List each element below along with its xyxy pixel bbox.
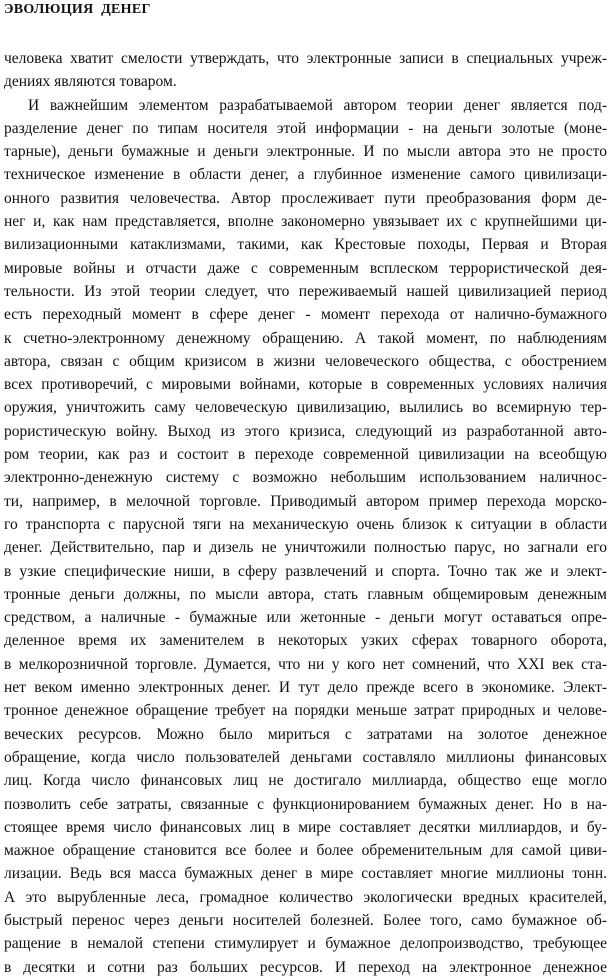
text-line: обращение, когда число пользователей деньгами составляло миллионы финансовых [4, 748, 607, 766]
text-line: автора, связан с общим кризисом в жизни человеческого общества, с обострением [4, 352, 607, 370]
text-line: тельности. Из этой теории следует, что переживаемый нашей цивилизацией период [4, 282, 607, 300]
text-line: И важнейшим элементом разрабатываемой автором теории денег является под- [28, 96, 607, 114]
text-line: рористическую войну. Выход из этого кризиса, следующий из разработанной авто- [4, 422, 607, 440]
text-line: быстрый перенос через деньги носителей болезней. Более того, само бумажное об- [4, 911, 607, 929]
text-line: человека хватит смелости утверждать, что электронные записи в специальных учреж- [4, 50, 607, 67]
running-head: ЭВОЛЮЦИЯ ДЕНЕГ [4, 2, 151, 17]
text-line: всех противоречий, с мировыми войнами, которые в современных условиях наличия [4, 376, 607, 394]
text-line: в мелкорозничной торговле. Думается, что ни у кого нет сомнений, что XXI век ста- [4, 655, 607, 673]
text-line: ращение в немалой степени стимулирует и бумажное делопроизводство, требующее [4, 935, 607, 953]
text-line: онного развития человечества. Автор прослеживает пути преобразования форм де- [4, 189, 607, 207]
text-line: лизации. Ведь вся масса бумажных денег в мире составляет многие миллионы тонн. [4, 865, 607, 883]
text-line: нег и, как нам представляется, вполне закономерно увязывает их с крупнейшими ци- [4, 213, 607, 231]
text-line: тронные деньги должны, по мысли автора, стать главным общемировым денежным [4, 585, 607, 603]
text-line: нет веком именно электронных денег. И тут дело прежде всего в экономике. Элект- [4, 679, 607, 697]
text-line: разделение денег по типам носителя этой информации - на деньги золотые (моне- [4, 119, 607, 137]
text-line: мажное обращение становится все более и более обременительным для самой циви- [4, 842, 607, 860]
text-line: к счетно-электронному денежному обращению. А такой момент, по наблюдениям [4, 329, 607, 347]
text-line: стоящее время число финансовых лиц в мире составляет десятки миллиардов, и бу- [4, 818, 607, 836]
text-line: техническое изменение в области денег, а глубинное изменение самого цивилизаци- [4, 166, 607, 184]
text-line: дениях являются товаром. [4, 73, 177, 91]
text-line: в десятки и сотни раз больших ресурсов. И переход на электронное денежное [4, 958, 607, 976]
text-line: денег. Действительно, пар и дизель не уничтожили полностью парус, но загнали его [4, 539, 607, 557]
text-line: электронно-денежную систему с возможно небольшим использованием наличнос- [4, 469, 607, 487]
text-line: тарные), деньги бумажные и деньги электронные. И по мысли автора это не просто [4, 143, 607, 161]
text-line: веческих ресурсов. Можно было мириться с затратами на золотое денежное [4, 725, 607, 743]
text-line: ром теории, как раз и состоит в переходе современной цивилизации на всеобщую [4, 446, 607, 464]
body-text [4, 47, 607, 979]
text-line: средством, а наличные - бумажные или жетонные - деньги могут оставаться опре- [4, 609, 607, 627]
text-line: лиц. Когда число финансовых лиц не достигало миллиарда, общество еще могло [4, 772, 607, 790]
text-line: вилизационными катаклизмами, такими, как Крестовые походы, Первая и Вторая [4, 236, 607, 254]
text-line: тронное денежное обращение требует на порядки меньше затрат природных и челове- [4, 702, 607, 720]
text-line: позволить себе затраты, связанные с функционированием бумажных денег. Но в на- [4, 795, 607, 813]
text-line: мировые войны и отчасти даже с современным всплеском террористической дея- [4, 259, 607, 277]
text-line: есть переходный момент в сфере денег - момент перехода от налично-бумажного [4, 306, 607, 324]
text-line: деленное время их заменителем в некоторых узких сферах товарного оборота, [4, 632, 607, 650]
text-line: ти, например, в мелочной торговле. Приводимый автором пример перехода морско- [4, 492, 607, 510]
text-line: го транспорта с парусной тяги на механическую очень близок к ситуации в области [4, 515, 607, 533]
text-line: оружия, уничтожить саму человеческую цивилизацию, вылились во всемирную тер- [4, 399, 607, 417]
text-line: А это вырубленные леса, громадное количество экологически вредных красителей, [4, 888, 607, 906]
text-line: в узкие специфические ниши, в сферу развлечений и спорта. Точно так же и элект- [4, 562, 607, 580]
